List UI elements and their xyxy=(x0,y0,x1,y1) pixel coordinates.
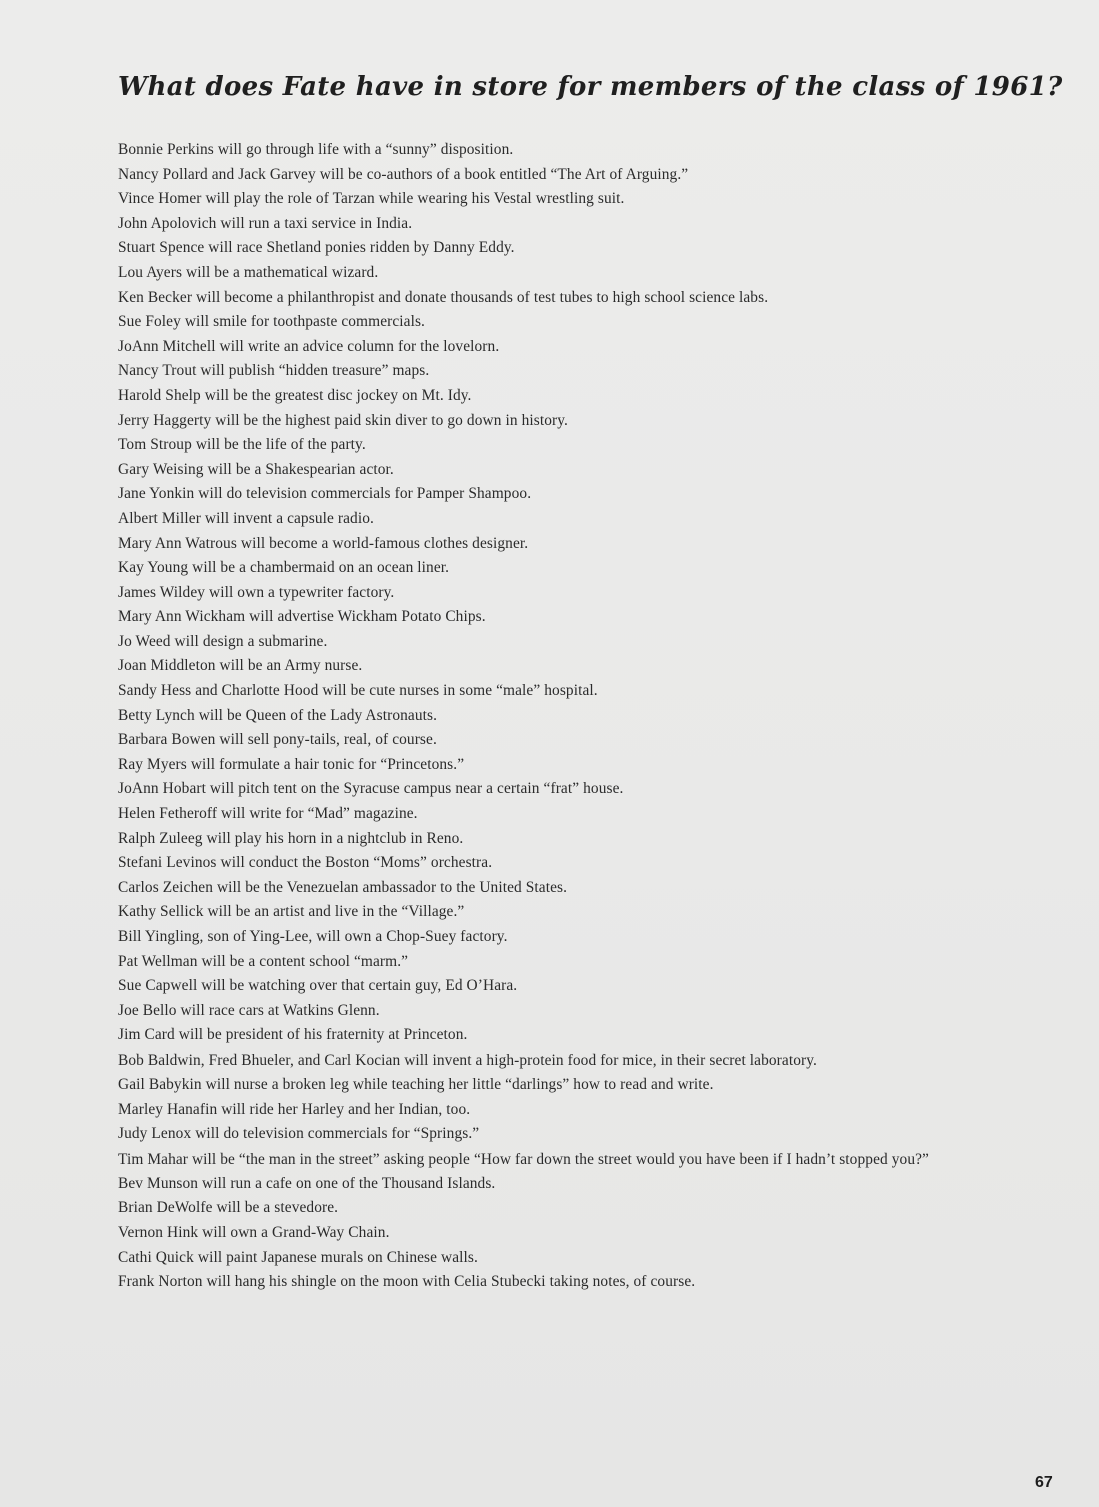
prophecy-item: Stuart Spence will race Shetland ponies ridden by Danny Eddy. xyxy=(118,239,515,257)
prophecy-item: Bill Yingling, son of Ying-Lee, will own a Chop-Suey factory. xyxy=(118,928,508,945)
prophecy-item: Tim Mahar will be “the man in the street” asking people “How far down the street would you have been if I hadn’t stopped you?” xyxy=(118,1150,929,1168)
prophecy-item: Cathi Quick will paint Japanese murals on Chinese walls. xyxy=(118,1248,478,1266)
prophecy-item: James Wildey will own a typewriter factory. xyxy=(118,583,395,601)
prophecy-item: Barbara Bowen will sell pony-tails, real, of course. xyxy=(118,731,437,749)
prophecy-item: Joan Middleton will be an Army nurse. xyxy=(118,657,363,675)
prophecy-item: Sue Foley will smile for toothpaste commercials. xyxy=(118,313,425,331)
prophecy-item: Nancy Pollard and Jack Garvey will be co-authors of a book entitled “The Art of Arguing.” xyxy=(118,165,689,183)
prophecy-item: JoAnn Mitchell will write an advice column for the lovelorn. xyxy=(118,337,500,355)
prophecy-item: Stefani Levinos will conduct the Boston “Moms” orchestra. xyxy=(118,854,493,872)
prophecy-item: Sandy Hess and Charlotte Hood will be cute nurses in some “male” hospital. xyxy=(118,682,598,700)
prophecy-item: Albert Miller will invent a capsule radio. xyxy=(118,509,374,527)
prophecy-item: Jerry Haggerty will be the highest paid skin diver to go down in history. xyxy=(118,411,568,429)
prophecy-item: Frank Norton will hang his shingle on the moon with Celia Stubecki taking notes, of course. xyxy=(118,1273,696,1291)
prophecy-item: Vernon Hink will own a Grand-Way Chain. xyxy=(118,1223,390,1241)
prophecy-item: Carlos Zeichen will be the Venezuelan ambassador to the United States. xyxy=(118,878,568,896)
prophecy-item: Bonnie Perkins will go through life with a “sunny” disposition. xyxy=(118,141,514,158)
prophecy-item: Jo Weed will design a submarine. xyxy=(118,632,328,650)
prophecy-item: Harold Shelp will be the greatest disc jockey on Mt. Idy. xyxy=(118,386,472,404)
prophecy-item: Brian DeWolfe will be a stevedore. xyxy=(118,1199,339,1217)
prophecy-item: Gary Weising will be a Shakespearian actor. xyxy=(118,460,394,478)
prophecy-item: Jane Yonkin will do television commercials for Pamper Shampoo. xyxy=(118,485,532,503)
prophecy-item: Ray Myers will formulate a hair tonic for “Princetons.” xyxy=(118,755,465,773)
prophecy-item: Tom Stroup will be the life of the party. xyxy=(118,436,366,454)
prophecy-item: Pat Wellman will be a content school “marm.” xyxy=(118,952,409,970)
page-title: What does Fate have in store for members of the class of 1961? xyxy=(118,72,1063,102)
prophecy-item: Bev Munson will run a cafe on one of the Thousand Islands. xyxy=(118,1174,496,1192)
prophecy-item: Sue Capwell will be watching over that certain guy, Ed O’Hara. xyxy=(118,977,518,995)
prophecy-list xyxy=(118,138,990,1295)
prophecy-item: Marley Hanafin will ride her Harley and her Indian, too. xyxy=(118,1100,471,1118)
prophecy-item: John Apolovich will run a taxi service in India. xyxy=(118,214,413,232)
prophecy-item: Gail Babykin will nurse a broken leg while teaching her little “darlings” how to read and write. xyxy=(118,1075,714,1093)
prophecy-item: Joe Bello will race cars at Watkins Glenn. xyxy=(118,1001,380,1019)
prophecy-item: Helen Fetheroff will write for “Mad” magazine. xyxy=(118,805,418,823)
prophecy-item: Judy Lenox will do television commercials for “Springs.” xyxy=(118,1125,480,1143)
prophecy-item: Vince Homer will play the role of Tarzan while wearing his Vestal wrestling suit. xyxy=(118,190,625,208)
prophecy-item: JoAnn Hobart will pitch tent on the Syracuse campus near a certain “frat” house. xyxy=(118,780,624,798)
prophecy-item: Nancy Trout will publish “hidden treasure” maps. xyxy=(118,362,430,380)
prophecy-item: Kathy Sellick will be an artist and live in the “Village.” xyxy=(118,903,465,921)
prophecy-item: Mary Ann Watrous will become a world-famous clothes designer. xyxy=(118,534,529,552)
prophecy-item: Bob Baldwin, Fred Bhueler, and Carl Kocian will invent a high-protein food for mice, in their secret laboratory. xyxy=(118,1051,817,1069)
prophecy-item: Kay Young will be a chambermaid on an ocean liner. xyxy=(118,559,450,577)
page-number: 67 xyxy=(1035,1474,1053,1491)
prophecy-item: Ken Becker will become a philanthropist and donate thousands of test tubes to high school science labs. xyxy=(118,288,769,306)
prophecy-item: Ralph Zuleeg will play his horn in a nightclub in Reno. xyxy=(118,829,464,847)
prophecy-item: Betty Lynch will be Queen of the Lady Astronauts. xyxy=(118,706,438,724)
prophecy-item: Lou Ayers will be a mathematical wizard. xyxy=(118,263,379,281)
prophecy-item: Mary Ann Wickham will advertise Wickham Potato Chips. xyxy=(118,608,486,626)
prophecy-item: Jim Card will be president of his fraternity at Princeton. xyxy=(118,1026,468,1044)
